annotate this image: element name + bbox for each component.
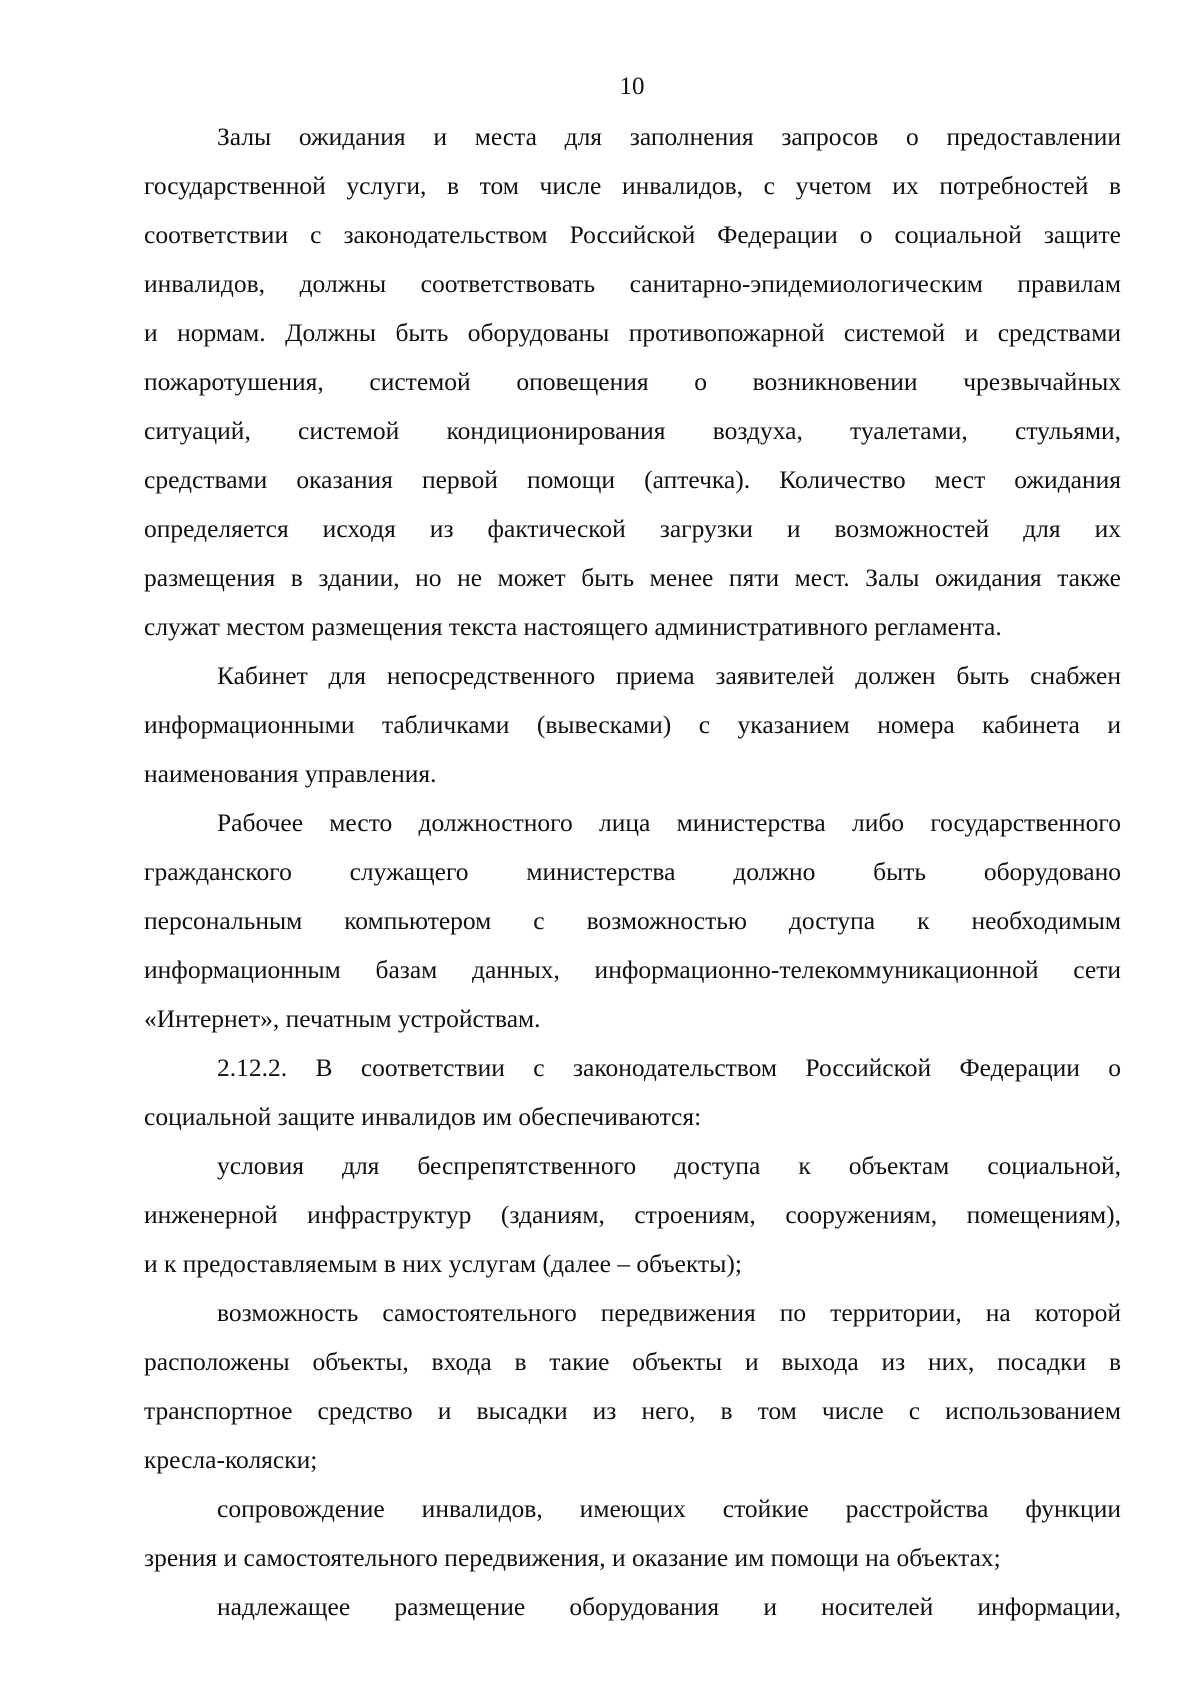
text-line: наименования управления. <box>144 759 437 788</box>
text-line: Рабочее место должностного лица министерства либо государственного <box>217 808 1121 837</box>
text-line: определяется исходя из фактической загрузки и возможностей для их <box>144 514 1121 543</box>
text-line: ситуаций, системой кондиционирования воздуха, туалетами, стульями, <box>144 416 1121 445</box>
text-line: и нормам. Должны быть оборудованы противопожарной системой и средствами <box>144 318 1121 347</box>
text-line: транспортное средство и высадки из него, в том числе с использованием <box>144 1396 1121 1425</box>
text-line: государственной услуги, в том числе инвалидов, с учетом их потребностей в <box>144 171 1121 200</box>
text-line: гражданского служащего министерства должно быть оборудовано <box>144 857 1121 886</box>
paragraph <box>144 1141 1121 1288</box>
text-line: пожаротушения, системой оповещения о возникновении чрезвычайных <box>144 367 1121 396</box>
paragraph <box>144 798 1121 1043</box>
text-line: инвалидов, должны соответствовать санитарно-эпидемиологическим правилам <box>144 269 1121 298</box>
text-line: зрения и самостоятельного передвижения, и оказание им помощи на объектах; <box>144 1543 1001 1572</box>
document-body <box>144 112 1121 1631</box>
text-line: социальной защите инвалидов им обеспечиваются: <box>144 1102 702 1131</box>
paragraph <box>144 1582 1121 1631</box>
text-line: возможность самостоятельного передвижения по территории, на которой <box>217 1298 1121 1327</box>
paragraph <box>144 112 1121 651</box>
text-line: и к предоставляемым в них услугам (далее – объекты); <box>144 1249 742 1278</box>
text-line: информационными табличками (вывесками) с указанием номера кабинета и <box>144 710 1121 739</box>
text-line: соответствии с законодательством Российской Федерации о социальной защите <box>144 220 1121 249</box>
text-line: кресла-коляски; <box>144 1445 318 1474</box>
text-line: расположены объекты, входа в такие объекты и выхода из них, посадки в <box>144 1347 1121 1376</box>
paragraph <box>144 1484 1121 1582</box>
text-line: 2.12.2. В соответствии с законодательством Российской Федерации о <box>217 1053 1121 1082</box>
text-line: персональным компьютером с возможностью доступа к необходимым <box>144 906 1121 935</box>
text-line: инженерной инфраструктур (зданиям, строениям, сооружениям, помещениям), <box>144 1200 1121 1229</box>
text-line: сопровождение инвалидов, имеющих стойкие расстройства функции <box>217 1494 1121 1523</box>
page-number: 10 <box>619 73 645 100</box>
text-line: размещения в здании, но не может быть менее пяти мест. Залы ожидания также <box>144 563 1121 592</box>
text-line: «Интернет», печатным устройствам. <box>144 1004 541 1033</box>
text-line: Залы ожидания и места для заполнения запросов о предоставлении <box>217 122 1121 151</box>
paragraph <box>144 651 1121 798</box>
text-line: Кабинет для непосредственного приема заявителей должен быть снабжен <box>217 661 1121 690</box>
text-line: надлежащее размещение оборудования и носителей информации, <box>217 1592 1121 1621</box>
paragraph <box>144 1043 1121 1141</box>
text-line: средствами оказания первой помощи (аптечка). Количество мест ожидания <box>144 465 1121 494</box>
paragraph <box>144 1288 1121 1484</box>
text-line: условия для беспрепятственного доступа к объектам социальной, <box>217 1151 1121 1180</box>
text-line: информационным базам данных, информационно-телекоммуникационной сети <box>144 955 1121 984</box>
text-line: служат местом размещения текста настоящего административного регламента. <box>144 612 1002 641</box>
